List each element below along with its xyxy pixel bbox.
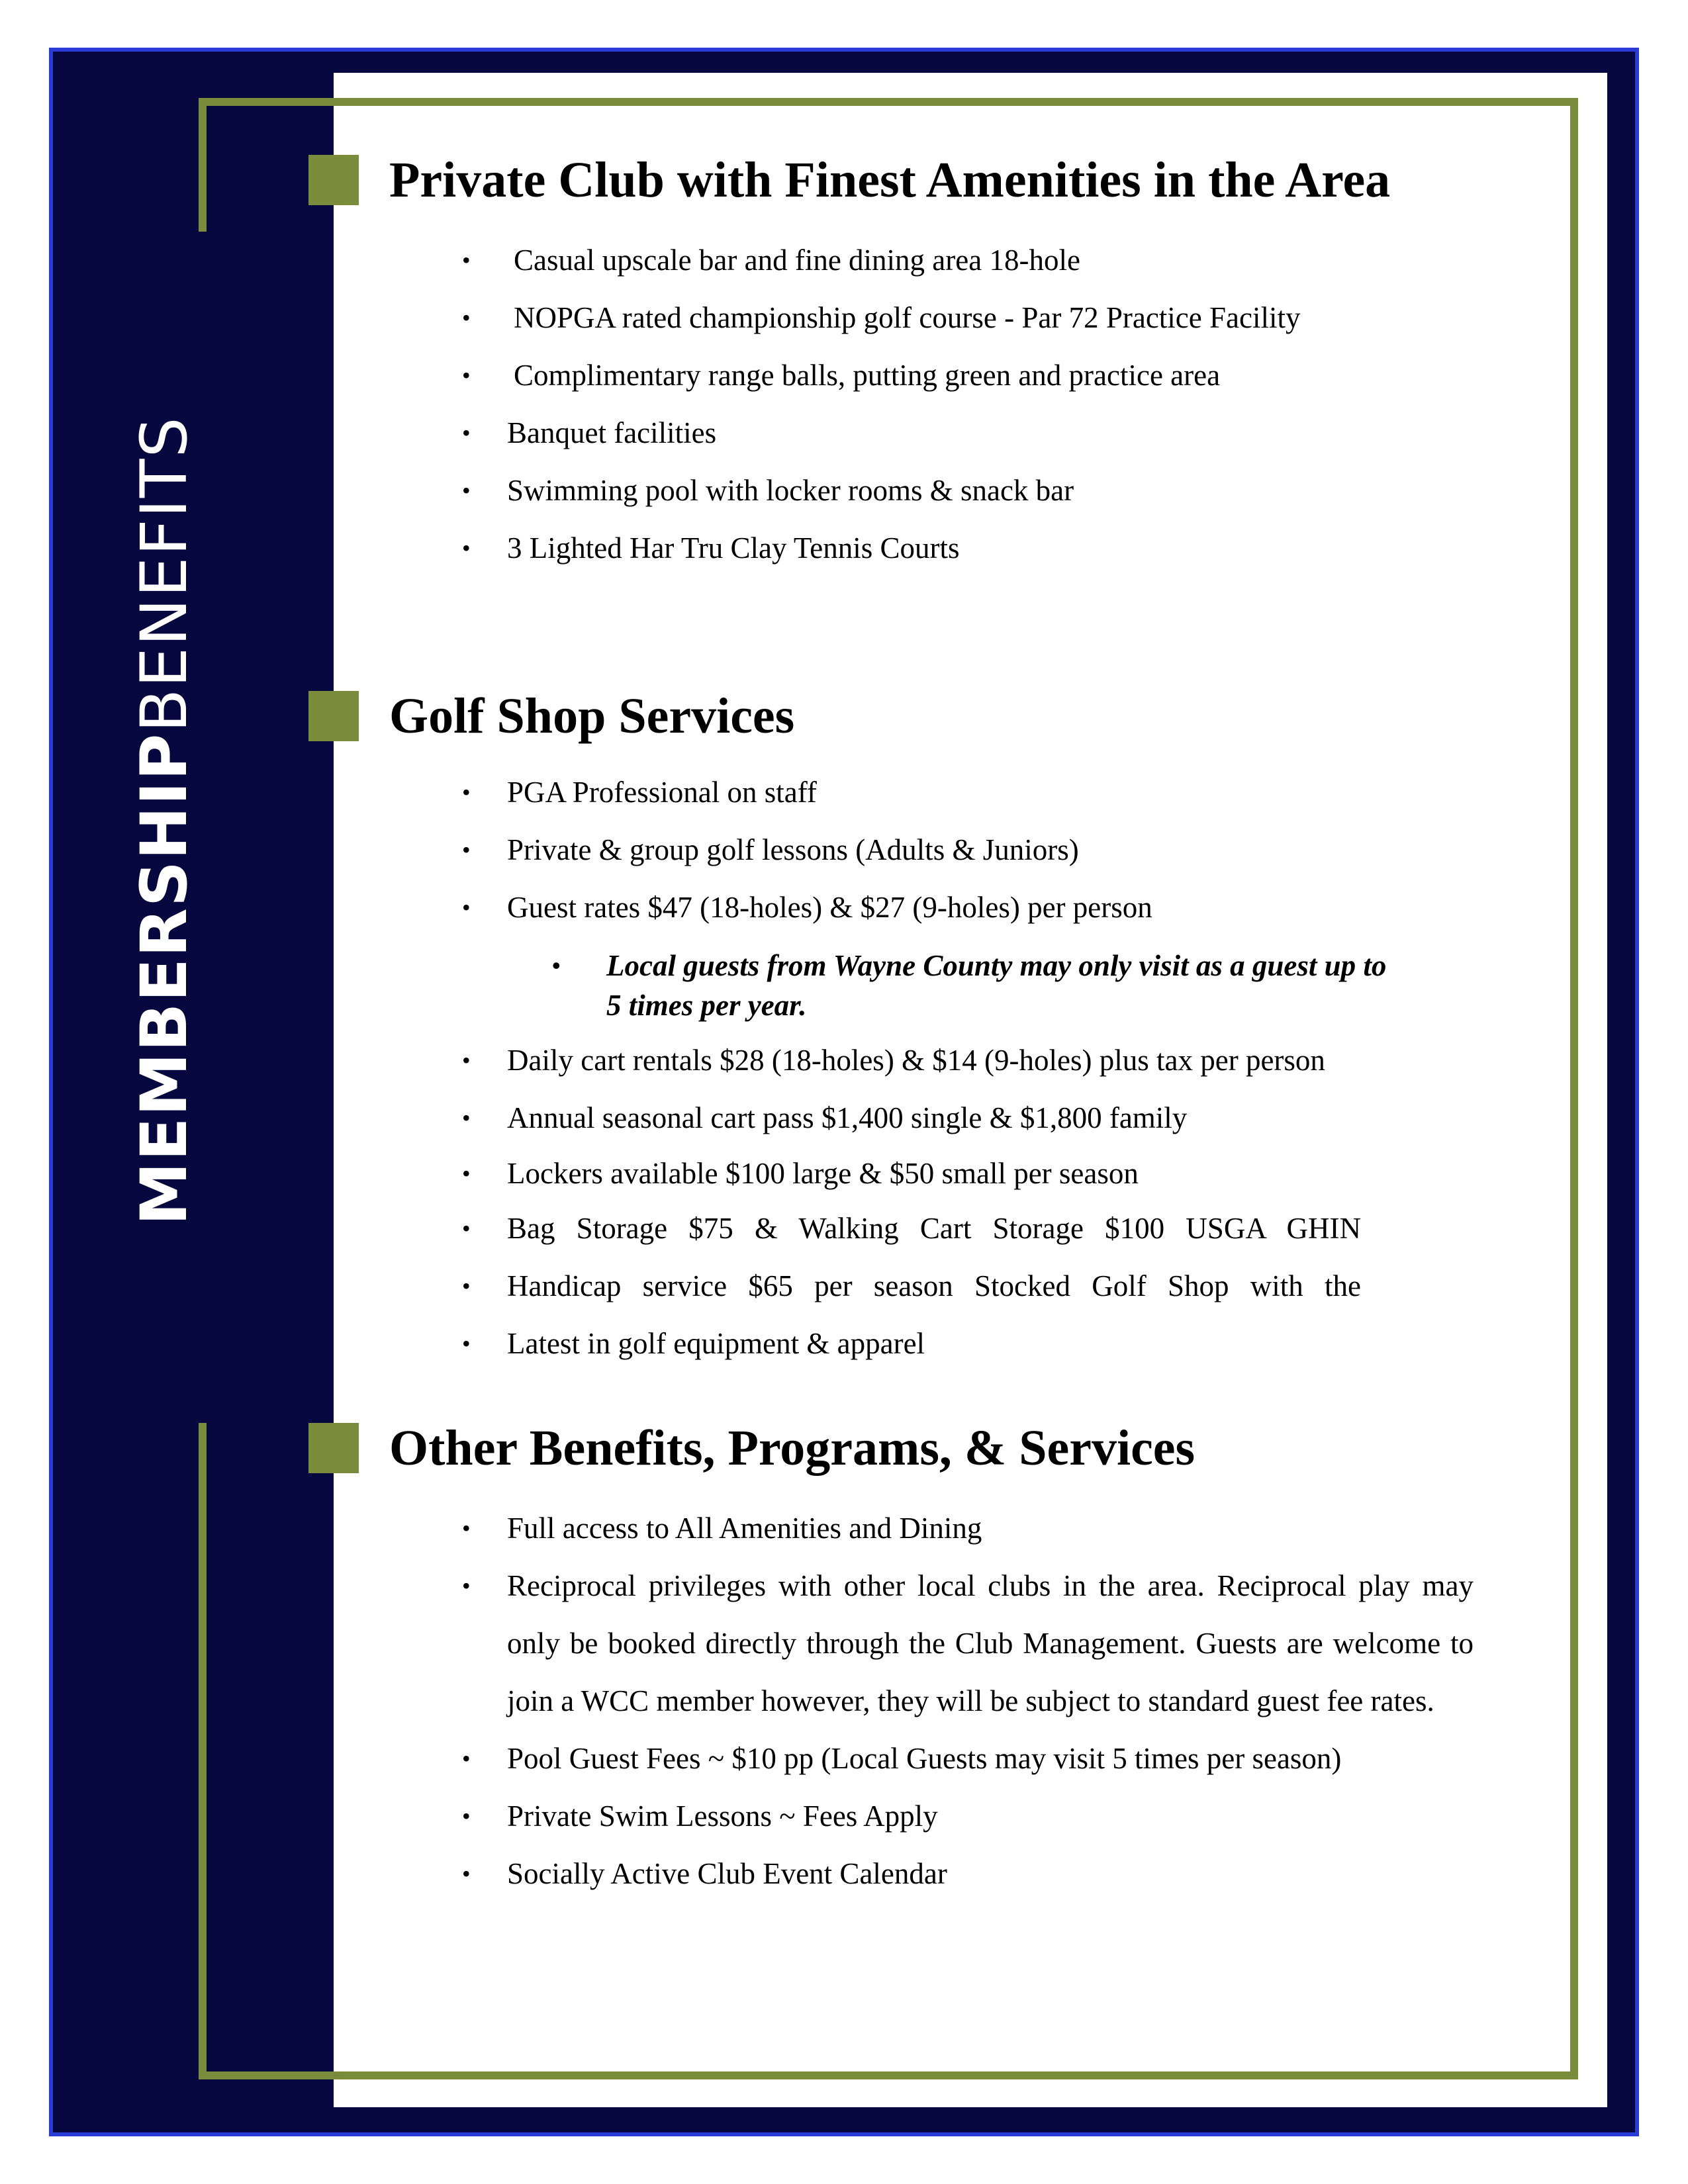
- list-item: • Latest in golf equipment & apparel: [308, 1315, 1553, 1373]
- list-item: • Complimentary range balls, putting green and practice area: [308, 347, 1553, 404]
- section-amenities: [308, 146, 1553, 577]
- list-item: • Socially Active Club Event Calendar: [308, 1845, 1553, 1903]
- sidebar-title: [128, 357, 201, 1284]
- list-item: • 3 Lighted Har Tru Clay Tennis Courts: [308, 520, 1553, 577]
- section-other-benefits: [308, 1414, 1553, 1903]
- olive-square-icon: [308, 1423, 359, 1473]
- green-frame-bottom-left: [199, 2071, 334, 2079]
- list-item-note: • Local guests from Wayne County may only visit as a guest up to 5 times per year.: [308, 946, 1553, 1025]
- amenities-list: [308, 232, 1553, 577]
- list-item: • Lockers available $100 large & $50 small per season: [308, 1147, 1553, 1200]
- sidebar-title-bold: MEMBERSHIP: [127, 732, 201, 1226]
- list-item: • Pool Guest Fees ~ $10 pp (Local Guests may visit 5 times per season): [308, 1730, 1553, 1788]
- list-item: • Handicap service $65 per season Stocked Golf Shop with the: [308, 1257, 1553, 1315]
- list-item: • Annual seasonal cart pass $1,400 single & $1,800 family: [308, 1089, 1553, 1147]
- green-frame-left-top: [199, 98, 207, 232]
- list-item: • NOPGA rated championship golf course - Par 72 Practice Facility: [308, 289, 1553, 347]
- section-heading: Private Club with Finest Amenities in the Area: [389, 152, 1391, 208]
- list-item: • Bag Storage $75 & Walking Cart Storage $100 USGA GHIN: [308, 1200, 1553, 1257]
- olive-square-icon: [308, 691, 359, 741]
- olive-square-icon: [308, 155, 359, 205]
- list-item: • Banquet facilities: [308, 404, 1553, 462]
- section-heading: Golf Shop Services: [389, 688, 795, 744]
- list-item: • Daily cart rentals $28 (18-holes) & $14 (9-holes) plus tax per person: [308, 1032, 1553, 1089]
- list-item: • Full access to All Amenities and Dining: [308, 1500, 1553, 1557]
- green-frame-top-left: [199, 98, 334, 106]
- sidebar-title-light: BENEFITS: [127, 416, 201, 733]
- section-heading: Other Benefits, Programs, & Services: [389, 1420, 1196, 1476]
- list-item: • Reciprocal privileges with other local clubs in the area. Reciprocal play may only be booked directly through the Club Management. Guests are welcome to join a WCC member however, they will be subject to standard guest fee rates.: [308, 1557, 1553, 1730]
- green-frame-left-bottom: [199, 1423, 207, 2079]
- list-item: • Casual upscale bar and fine dining area 18-hole: [308, 232, 1553, 289]
- list-item: • Guest rates $47 (18-holes) & $27 (9-holes) per person: [308, 879, 1553, 936]
- other-benefits-list: [308, 1500, 1553, 1903]
- list-item: • Swimming pool with locker rooms & snack bar: [308, 462, 1553, 520]
- section-golf-shop: [308, 682, 1553, 1373]
- list-item: • Private & group golf lessons (Adults & Juniors): [308, 821, 1553, 879]
- list-item: • Private Swim Lessons ~ Fees Apply: [308, 1788, 1553, 1845]
- list-item: • PGA Professional on staff: [308, 764, 1553, 821]
- golf-shop-list: [308, 764, 1553, 1373]
